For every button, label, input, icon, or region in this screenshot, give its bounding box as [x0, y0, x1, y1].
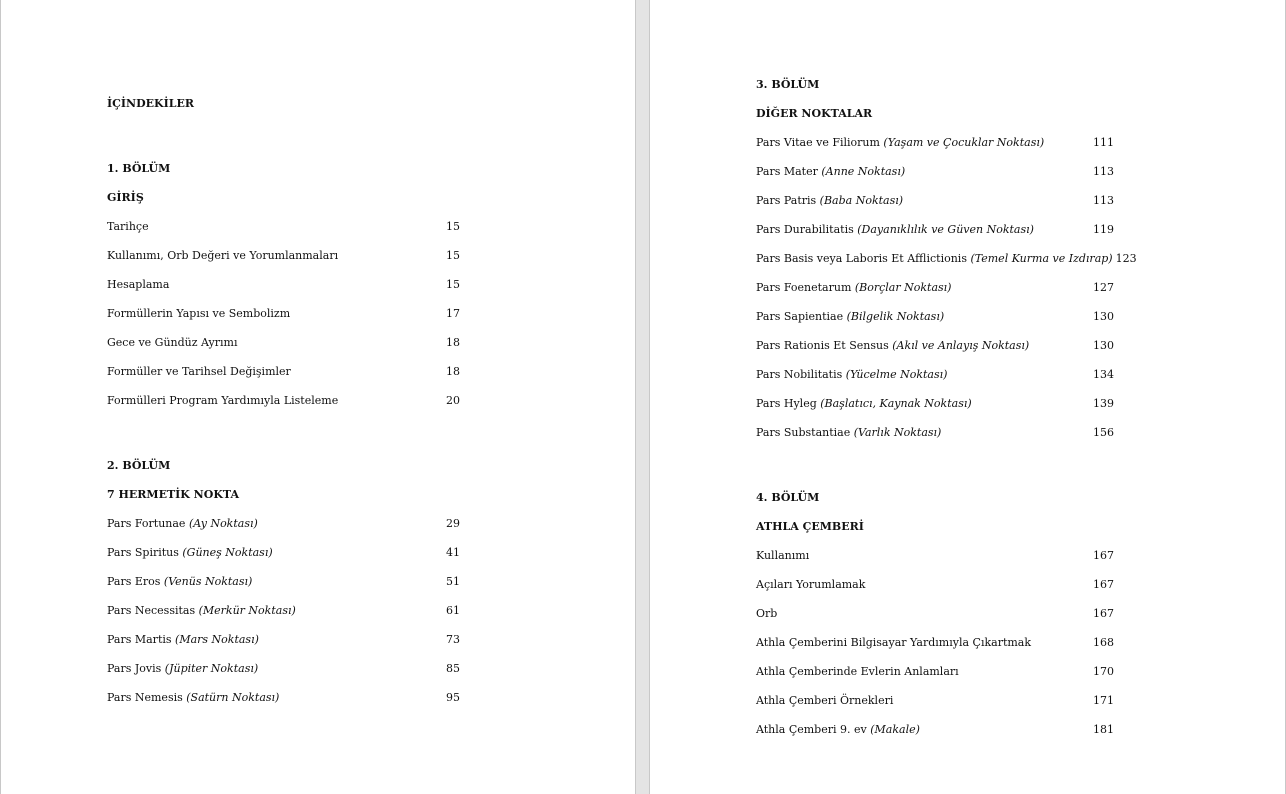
- toc-entry-text: Pars Rationis Et Sensus: [756, 339, 893, 352]
- toc-entry-label: [756, 694, 893, 707]
- toc-entry-label: [107, 575, 252, 588]
- toc-entry[interactable]: [756, 397, 1114, 410]
- toc-entry-page-number: 181: [1093, 723, 1114, 736]
- toc-entry-label: [756, 339, 1029, 352]
- toc-entry[interactable]: [107, 336, 460, 349]
- toc-entry-text: Formülleri Program Yardımıyla Listeleme: [107, 394, 339, 407]
- section-number: 1. BÖLÜM: [107, 162, 171, 175]
- toc-entry-text: Athla Çemberini Bilgisayar Yardımıyla Çıkartmak: [756, 636, 1032, 649]
- toc-entry-label: [107, 546, 273, 559]
- toc-entry-page-number: 127: [1093, 281, 1114, 294]
- toc-entry-label: [107, 336, 238, 349]
- toc-entry-label: [756, 607, 777, 620]
- toc-entry-label: [107, 662, 258, 675]
- toc-entry-note: (Merkür Noktası): [198, 604, 296, 617]
- toc-entry-text: Formüller ve Tarihsel Değişimler: [107, 365, 291, 378]
- toc-entry-page-number: 167: [1093, 578, 1114, 591]
- toc-entry-page-number: 18: [446, 336, 460, 349]
- toc-entry-label: [107, 394, 338, 407]
- toc-entry-label: [756, 194, 903, 207]
- toc-entry[interactable]: [107, 220, 460, 233]
- toc-entry-label: [107, 633, 259, 646]
- toc-entry-text: Pars Sapientiae: [756, 310, 847, 323]
- toc-entry[interactable]: [756, 339, 1114, 352]
- toc-section: [756, 78, 1137, 439]
- toc-entry-label: [107, 517, 258, 530]
- toc-entry[interactable]: [107, 307, 460, 320]
- toc-entry-note: (Başlatıcı, Kaynak Noktası): [820, 397, 972, 410]
- toc-entry-label: [756, 397, 972, 410]
- toc-entry-page-number: 156: [1093, 426, 1114, 439]
- toc-entry-label: [756, 368, 947, 381]
- toc-entry-note: (Yaşam ve Çocuklar Noktası): [883, 136, 1045, 149]
- toc-entry[interactable]: [756, 194, 1114, 207]
- toc-entry-page-number: 41: [446, 546, 460, 559]
- toc-entry-text: Pars Necessitas: [107, 604, 199, 617]
- toc-entry-text: Pars Mater: [756, 165, 822, 178]
- toc-entry-text: Açıları Yorumlamak: [756, 578, 866, 591]
- toc-entry-label: [756, 310, 944, 323]
- toc-entry-text: Athla Çemberi 9. ev: [756, 723, 871, 736]
- toc-entry[interactable]: [107, 394, 460, 407]
- toc-entry-label: [756, 223, 1034, 236]
- toc-entry-label: [107, 307, 290, 320]
- toc-entry[interactable]: [756, 252, 1137, 265]
- toc-entry-page-number: 139: [1093, 397, 1114, 410]
- toc-entry[interactable]: [756, 607, 1114, 620]
- toc-entry-note: (Baba Noktası): [819, 194, 904, 207]
- toc-entry-page-number: 111: [1093, 136, 1114, 149]
- toc-entry-label: [756, 136, 1044, 149]
- section-title: DİĞER NOKTALAR: [756, 107, 873, 120]
- toc-entry[interactable]: [756, 368, 1114, 381]
- toc-entry-text: Athla Çemberi Örnekleri: [756, 694, 894, 707]
- toc-entry[interactable]: [107, 691, 460, 704]
- toc-entry[interactable]: [107, 662, 460, 675]
- toc-entry-note: (Jüpiter Noktası): [164, 662, 259, 675]
- toc-entry-text: Pars Martis: [107, 633, 176, 646]
- toc-entry-text: Pars Hyleg: [756, 397, 821, 410]
- toc-entry-text: Pars Patris: [756, 194, 820, 207]
- toc-entry-page-number: 15: [446, 278, 460, 291]
- toc-entry-label: [756, 165, 905, 178]
- toc-entry-note: (Bilgelik Noktası): [846, 310, 945, 323]
- toc-entry-text: Pars Nobilitatis: [756, 368, 846, 381]
- table-of-contents-right: [756, 78, 1137, 736]
- toc-entry[interactable]: [756, 223, 1114, 236]
- toc-entry-note: (Ay Noktası): [188, 517, 258, 530]
- toc-section: [107, 162, 460, 407]
- toc-entry-note: (Venüs Noktası): [163, 575, 253, 588]
- section-title: GİRİŞ: [107, 191, 144, 204]
- toc-entry-text: Pars Eros: [107, 575, 164, 588]
- toc-title: İÇİNDEKİLER: [107, 97, 194, 110]
- section-number: 3. BÖLÜM: [756, 78, 820, 91]
- toc-entry-page-number: 73: [446, 633, 460, 646]
- toc-entry-note: (Mars Noktası): [175, 633, 259, 646]
- toc-entry-page-number: 167: [1093, 549, 1114, 562]
- toc-entry-text: Orb: [756, 607, 778, 620]
- toc-entry-label: [107, 604, 296, 617]
- toc-entry[interactable]: [756, 310, 1114, 323]
- toc-entry-note: (Güneş Noktası): [182, 546, 273, 559]
- toc-entry-text: Pars Substantiae: [756, 426, 854, 439]
- toc-entry-page-number: 171: [1093, 694, 1114, 707]
- toc-entry[interactable]: [756, 136, 1114, 149]
- toc-entry[interactable]: [756, 636, 1114, 649]
- toc-entry[interactable]: [756, 578, 1114, 591]
- toc-entry-text: Pars Spiritus: [107, 546, 183, 559]
- toc-entry-text: Hesaplama: [107, 278, 170, 291]
- toc-entry-label: [756, 636, 1031, 649]
- toc-entry-label: [107, 220, 149, 233]
- toc-entry-text: Pars Durabilitatis: [756, 223, 858, 236]
- toc-entry-page-number: 134: [1093, 368, 1114, 381]
- toc-entry-page-number: 15: [446, 249, 460, 262]
- toc-entry-page-number: 113: [1093, 165, 1114, 178]
- toc-entry-page-number: 170: [1093, 665, 1114, 678]
- toc-entry-label: [107, 365, 291, 378]
- toc-section: [107, 459, 460, 704]
- toc-entry[interactable]: [107, 278, 460, 291]
- toc-entry-note: (Satürn Noktası): [186, 691, 280, 704]
- section-title: ATHLA ÇEMBERİ: [756, 520, 864, 533]
- toc-entry-text: Pars Fortunae: [107, 517, 189, 530]
- toc-entry[interactable]: [756, 694, 1114, 707]
- toc-entry-page-number: 15: [446, 220, 460, 233]
- toc-entry[interactable]: [107, 517, 460, 530]
- document-page-right: [649, 0, 1286, 794]
- toc-entry-page-number: 130: [1093, 310, 1114, 323]
- toc-entry-page-number: 20: [446, 394, 460, 407]
- toc-entry-label: [756, 252, 1113, 265]
- toc-entry-note: (Makale): [870, 723, 920, 736]
- toc-entry[interactable]: [756, 281, 1114, 294]
- toc-entry-label: [107, 249, 338, 262]
- toc-entry-text: Kullanımı, Orb Değeri ve Yorumlanmaları: [107, 249, 339, 262]
- toc-section: [756, 491, 1114, 736]
- toc-entry-note: (Borçlar Noktası): [854, 281, 952, 294]
- toc-entry-page-number: 119: [1093, 223, 1114, 236]
- toc-entry-label: [756, 665, 959, 678]
- toc-entry-page-number: 17: [446, 307, 460, 320]
- toc-entry[interactable]: [107, 249, 460, 262]
- toc-entry-label: [756, 426, 941, 439]
- document-page-left: [0, 0, 636, 794]
- toc-entry-label: [756, 281, 951, 294]
- toc-entry-note: (Anne Noktası): [821, 165, 906, 178]
- toc-entry[interactable]: [107, 604, 460, 617]
- page-gap: [636, 0, 649, 794]
- toc-entry[interactable]: [107, 633, 460, 646]
- section-number: 4. BÖLÜM: [756, 491, 820, 504]
- toc-entry-page-number: 123: [1115, 252, 1137, 265]
- toc-entry[interactable]: [107, 575, 460, 588]
- toc-entry-text: Athla Çemberinde Evlerin Anlamları: [756, 665, 959, 678]
- toc-entry-label: [756, 578, 865, 591]
- toc-entry-page-number: 18: [446, 365, 460, 378]
- toc-entry[interactable]: [107, 546, 460, 559]
- toc-entry-page-number: 113: [1093, 194, 1114, 207]
- table-of-contents-left: [107, 97, 460, 704]
- toc-entry-text: Tarihçe: [107, 220, 149, 233]
- toc-entry-page-number: 130: [1093, 339, 1114, 352]
- toc-entry-note: (Yücelme Noktası): [845, 368, 948, 381]
- toc-entry-text: Pars Basis veya Laboris Et Afflictionis: [756, 252, 971, 265]
- toc-entry-note: (Dayanıklılık ve Güven Noktası): [857, 223, 1034, 236]
- toc-entry-page-number: 95: [446, 691, 460, 704]
- toc-entry-page-number: 85: [446, 662, 460, 675]
- toc-entry-text: Formüllerin Yapısı ve Sembolizm: [107, 307, 291, 320]
- toc-entry-label: [756, 549, 809, 562]
- toc-entry-page-number: 167: [1093, 607, 1114, 620]
- section-title: 7 HERMETİK NOKTA: [107, 488, 239, 501]
- toc-entry-note: (Akıl ve Anlayış Noktası): [892, 339, 1030, 352]
- toc-entry[interactable]: [107, 365, 460, 378]
- toc-entry-text: Pars Vitae ve Filiorum: [756, 136, 884, 149]
- toc-entry-text: Pars Jovis: [107, 662, 165, 675]
- toc-entry-page-number: 61: [446, 604, 460, 617]
- toc-entry-label: [756, 723, 920, 736]
- toc-entry-note: (Varlık Noktası): [853, 426, 942, 439]
- toc-entry-note: (Temel Kurma ve Izdırap): [970, 252, 1113, 265]
- toc-entry-text: Pars Nemesis: [107, 691, 187, 704]
- toc-entry-page-number: 29: [446, 517, 460, 530]
- toc-entry[interactable]: [756, 426, 1114, 439]
- toc-entry[interactable]: [756, 723, 1114, 736]
- toc-entry-label: [107, 691, 279, 704]
- section-number: 2. BÖLÜM: [107, 459, 171, 472]
- toc-entry-text: Kullanımı: [756, 549, 810, 562]
- toc-entry[interactable]: [756, 665, 1114, 678]
- toc-entry-text: Gece ve Gündüz Ayrımı: [107, 336, 238, 349]
- toc-entry[interactable]: [756, 549, 1114, 562]
- toc-entry-label: [107, 278, 169, 291]
- toc-entry-page-number: 168: [1093, 636, 1114, 649]
- toc-entry-page-number: 51: [446, 575, 460, 588]
- toc-entry-text: Pars Foenetarum: [756, 281, 855, 294]
- toc-entry[interactable]: [756, 165, 1114, 178]
